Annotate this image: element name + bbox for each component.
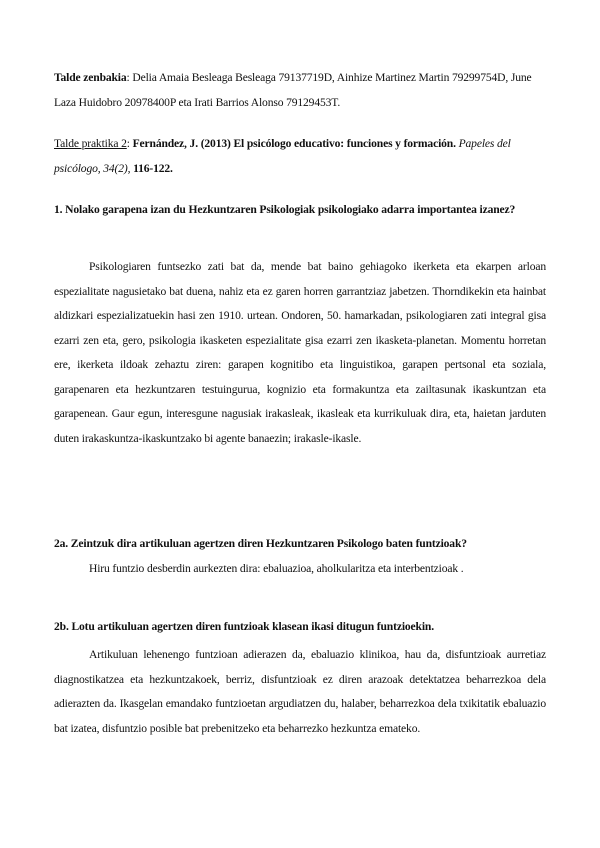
practice-label: Talde praktika 2 [54,137,127,150]
citation-journal: Papeles del psicólogo, 34(2), [54,137,511,175]
group-authors [54,66,546,115]
question-2a: 2a. Zeintzuk dira artikuluan agertzen diren Hezkuntzaren Psikologo baten funtzioak? [54,537,467,550]
question-1: 1. Nolako garapena izan du Hezkuntzaren Psikologiak psikologiako adarra importantea izanez? [54,203,516,216]
answer-2b: Artikuluan lehenengo funtzioan adierazen da, ebaluazio klinikoa, hau da, disfuntzioak aurretiaz diagnostikatzea eta hezkuntzakoek, berriz, disfuntzioak ez diren arazoak detektatzea beharrezkoa dela adierazten da. Ikasgelan emandako funtzioetan argudiatzen du, halaber, beharrezkoa dela txikitatik ebaluazio bat izatea, disfuntzio posible bat prebenitzeko eta beharrezko hezkuntza emateko. [54,648,546,735]
answer-1: Psikologiaren funtsezko zati bat da, mende bat baino gehiagoko ikerketa eta ekarpen arloan espezialitate nagusietako bat duena, nahiz eta ez garen horren garrantziaz jabetzen. Thorndikekin eta hainbat aldizkari espezializatuekin hasi zen 1910. urtean. Ondoren, 50. hamarkadan, psikologiaren zati integral gisa ezarri zen eta, gero, psikologia ikasketen espezialitate gisa ezarri zen ikasketa-planetan. Momentu horretan ere, ikerketa ildoak zehaztu ziren: garapen kognitibo eta linguistikoa, garapen pertsonal eta soziala, garapenaren eta hezkuntzaren testuingurua, kognizio eta formakuntza eta zailtasunak ikaskuntzan eta garapenean. Gaur egun, interesgune nagusiak irakasleak, ikasleak eta kurrikuluak dira, eta, haietan jarduten duten irakaskuntza-ikaskuntzako bi agente banaezin; irakasle-ikasle. [54,260,546,445]
citation-pages: 116-122. [130,161,173,175]
group-number-label: Talde zenbakia [54,71,127,84]
answer-2a: Hiru funtzio desberdin aurkezten dira: ebaluazioa, aholkularitza eta interbentzioak . [89,562,464,575]
question-2b: 2b. Lotu artikuluan agertzen diren funtzioak klasean ikasi ditugun funtzioekin. [54,620,434,633]
group-number-separator: : [126,71,130,84]
practice-reference [54,132,546,181]
citation-title: Fernández, J. (2013) El psicólogo educativo: funciones y formación. [132,137,456,150]
practice-separator: : [126,137,133,150]
group-members: Delia Amaia Besleaga Besleaga 79137719D, Ainhize Martinez Martin 79299754D, June Laza Huidobro 20978400P eta Irati Barrios Alonso 79129453T. [54,71,532,109]
